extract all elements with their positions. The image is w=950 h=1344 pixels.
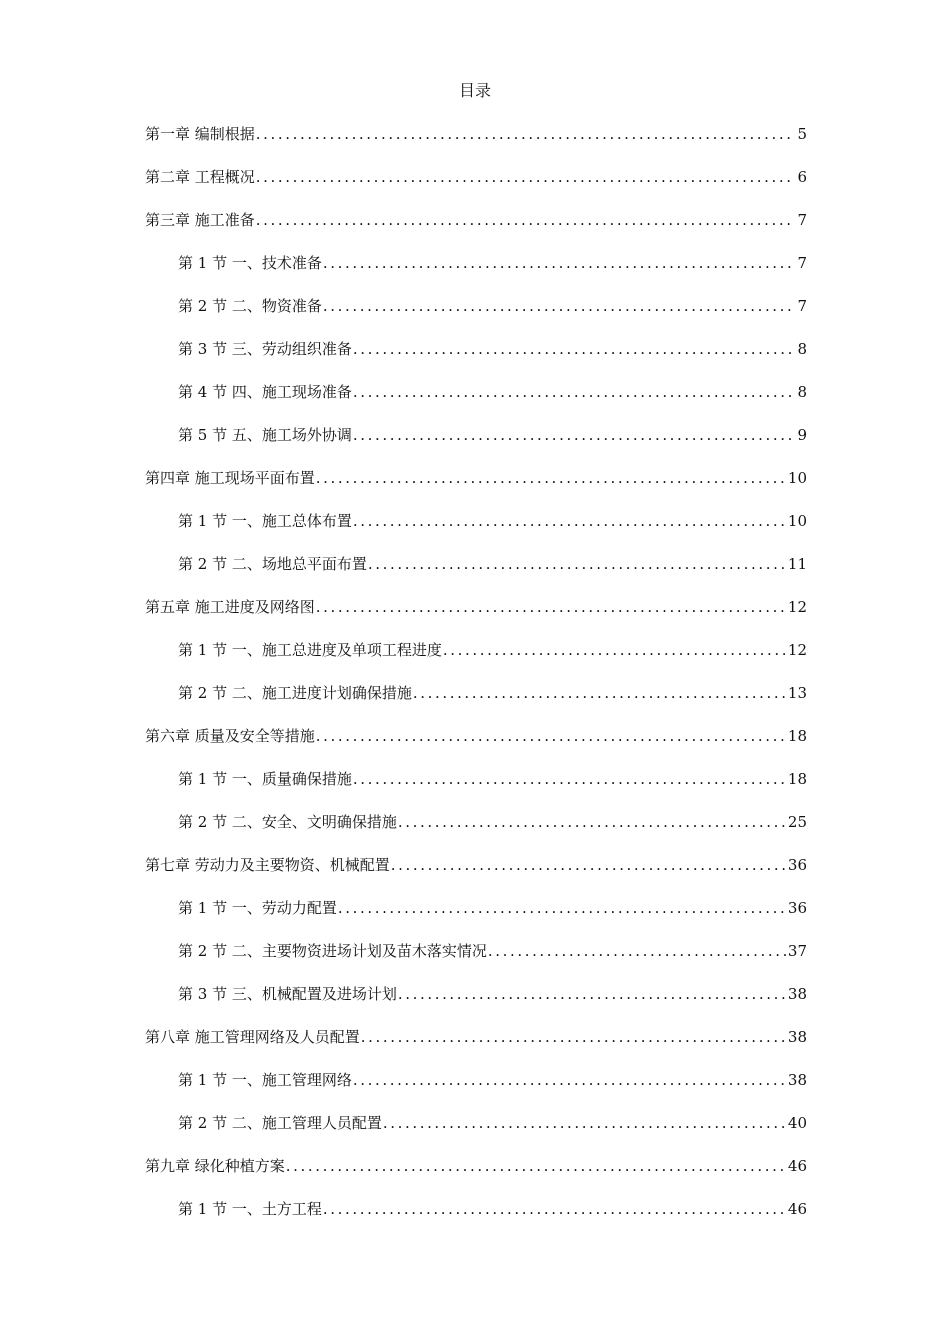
toc-entry-page: 18 (787, 727, 807, 745)
toc-entry-page: 8 (797, 383, 807, 401)
toc-entry-text: 第八章 施工管理网络及人员配置 (145, 1028, 360, 1046)
toc-entry-text: 第 1 节 一、施工管理网络 (178, 1071, 352, 1089)
toc-entry-text: 第 3 节 三、机械配置及进场计划 (178, 985, 397, 1003)
toc-entry-text: 第五章 施工进度及网络图 (145, 598, 315, 616)
toc-entry[interactable] (145, 510, 807, 553)
toc-entry[interactable] (145, 166, 807, 209)
toc-dot-leader (352, 1069, 786, 1091)
toc-entry-text: 第四章 施工现场平面布置 (145, 469, 315, 487)
toc-entry-page: 8 (797, 340, 807, 358)
toc-entry[interactable] (145, 940, 807, 983)
toc-entry[interactable] (145, 252, 807, 295)
toc-entry-page: 11 (787, 555, 807, 573)
toc-entry[interactable] (145, 811, 807, 854)
toc-entry-text: 第 2 节 二、施工管理人员配置 (178, 1114, 382, 1132)
toc-entry[interactable] (145, 1112, 807, 1155)
toc-dot-leader (382, 1112, 786, 1134)
toc-entry-text: 第三章 施工准备 (145, 211, 255, 229)
toc-entry[interactable] (145, 725, 807, 768)
toc-entry-text: 第 1 节 一、施工总体布置 (178, 512, 352, 530)
toc-dot-leader (322, 252, 796, 274)
toc-entry-page: 10 (787, 469, 807, 487)
toc-entry-text: 第 1 节 一、技术准备 (178, 254, 322, 272)
toc-entry-page: 10 (787, 512, 807, 530)
toc-entry-page: 18 (787, 770, 807, 788)
toc-entry[interactable] (145, 897, 807, 940)
toc-entry[interactable] (145, 854, 807, 897)
toc-entry-text: 第 2 节 二、物资准备 (178, 297, 322, 315)
toc-dot-leader (322, 295, 796, 317)
toc-dot-leader (255, 209, 796, 231)
toc-entry-page: 40 (787, 1114, 807, 1132)
toc-entry[interactable] (145, 424, 807, 467)
toc-entry[interactable] (145, 682, 807, 725)
toc-entry-page: 12 (787, 641, 807, 659)
toc-entry[interactable] (145, 295, 807, 338)
toc-entry[interactable] (145, 1026, 807, 1069)
toc-entry-text: 第 2 节 二、安全、文明确保措施 (178, 813, 397, 831)
toc-entry[interactable] (145, 768, 807, 811)
toc-entry-page: 6 (797, 168, 807, 186)
toc-entry-text: 第 2 节 二、场地总平面布置 (178, 555, 367, 573)
toc-entry[interactable] (145, 381, 807, 424)
toc-entry[interactable] (145, 1155, 807, 1198)
toc-dot-leader (390, 854, 786, 876)
toc-dot-leader (352, 510, 786, 532)
toc-entry-text: 第六章 质量及安全等措施 (145, 727, 315, 745)
toc-dot-leader (315, 467, 786, 489)
toc-dot-leader (397, 983, 786, 1005)
toc-dot-leader (352, 424, 796, 446)
toc-entry[interactable] (145, 123, 807, 166)
toc-dot-leader (412, 682, 786, 704)
toc-entry-page: 46 (787, 1200, 807, 1218)
toc-entry-text: 第 5 节 五、施工场外协调 (178, 426, 352, 444)
toc-dot-leader (487, 940, 786, 962)
toc-entry-text: 第 1 节 一、施工总进度及单项工程进度 (178, 641, 442, 659)
toc-entry-text: 第 2 节 二、施工进度计划确保措施 (178, 684, 412, 702)
toc-dot-leader (442, 639, 786, 661)
toc-entry-text: 第七章 劳动力及主要物资、机械配置 (145, 856, 390, 874)
toc-entry[interactable] (145, 338, 807, 381)
toc-entry-page: 12 (787, 598, 807, 616)
toc-entry[interactable] (145, 983, 807, 1026)
toc-entry-text: 第 1 节 一、劳动力配置 (178, 899, 337, 917)
toc-entry-text: 第 3 节 三、劳动组织准备 (178, 340, 352, 358)
toc-entry-page: 38 (787, 1028, 807, 1046)
toc-entry-page: 7 (797, 254, 807, 272)
toc-entry[interactable] (145, 596, 807, 639)
toc-entry-text: 第二章 工程概况 (145, 168, 255, 186)
toc-dot-leader (352, 338, 796, 360)
toc-entry-page: 13 (787, 684, 807, 702)
toc-dot-leader (397, 811, 786, 833)
toc-dot-leader (352, 381, 796, 403)
toc-title: 目录 (458, 81, 491, 100)
toc-entry-text: 第九章 绿化种植方案 (145, 1157, 285, 1175)
toc-entry-text: 第一章 编制根据 (145, 125, 255, 143)
toc-entry-page: 9 (797, 426, 807, 444)
toc-entry-page: 36 (787, 899, 807, 917)
toc-dot-leader (367, 553, 786, 575)
toc-dot-leader (315, 725, 786, 747)
toc-entry-page: 5 (797, 125, 807, 143)
toc-entry[interactable] (145, 1198, 807, 1241)
toc-entry-text: 第 2 节 二、主要物资进场计划及苗木落实情况 (178, 942, 487, 960)
toc-dot-leader (352, 768, 786, 790)
toc-dot-leader (255, 123, 796, 145)
toc-entry-page: 25 (787, 813, 807, 831)
toc-dot-leader (315, 596, 786, 618)
toc-entry-page: 7 (797, 297, 807, 315)
toc-entry[interactable] (145, 553, 807, 596)
toc-entry[interactable] (145, 467, 807, 510)
toc-entry-page: 37 (787, 942, 807, 960)
toc-entry-text: 第 4 节 四、施工现场准备 (178, 383, 352, 401)
toc-entry-page: 38 (787, 1071, 807, 1089)
toc-dot-leader (255, 166, 796, 188)
toc-entry[interactable] (145, 639, 807, 682)
toc-entry[interactable] (145, 1069, 807, 1112)
toc-dot-leader (337, 897, 786, 919)
toc-entry-page: 38 (787, 985, 807, 1003)
toc-dot-leader (360, 1026, 786, 1048)
toc-dot-leader (285, 1155, 786, 1177)
toc-entry[interactable] (145, 209, 807, 252)
toc-entry-page: 7 (797, 211, 807, 229)
toc-list (145, 123, 807, 1241)
toc-entry-text: 第 1 节 一、土方工程 (178, 1200, 322, 1218)
toc-entry-page: 36 (787, 856, 807, 874)
toc-entry-page: 46 (787, 1157, 807, 1175)
toc-dot-leader (322, 1198, 786, 1220)
toc-entry-text: 第 1 节 一、质量确保措施 (178, 770, 352, 788)
